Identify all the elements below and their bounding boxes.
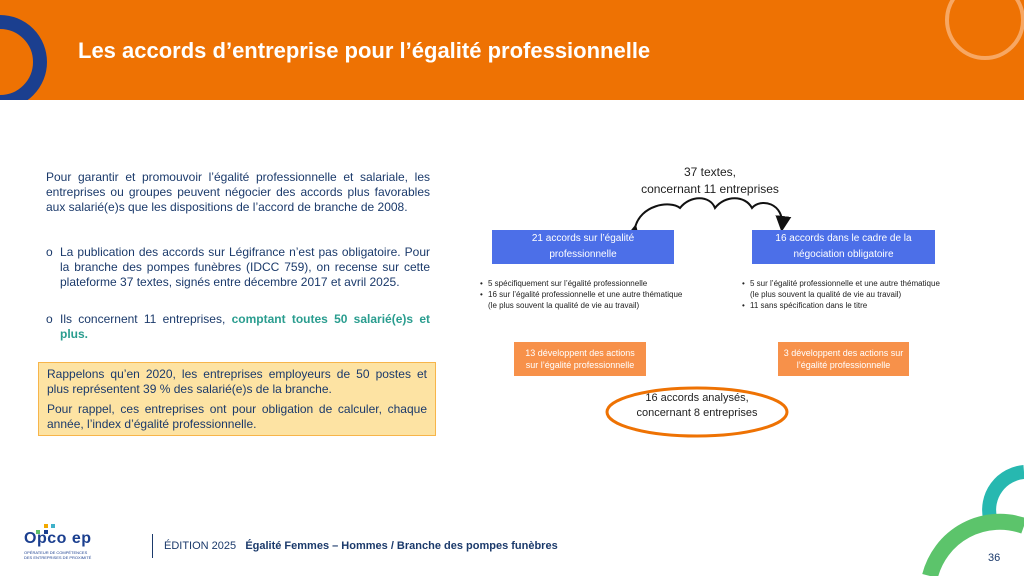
list-item: • 11 sans spécification dans le titre — [742, 300, 980, 311]
list-item: (le plus souvent la qualité de vie au travail) — [750, 290, 902, 299]
box-line-1: 16 accords dans le cadre de la — [775, 233, 912, 244]
left-arc-decoration — [0, 22, 40, 100]
note-paragraph-2: Pour rappel, ces entreprises ont pour obligation de calculer, chaque année, l’index d’égalité professionnelle. — [47, 402, 427, 431]
logo-tagline-line-1: OPÉRATEUR DE COMPÉTENCES — [24, 550, 88, 555]
bottom-caption — [612, 391, 782, 421]
green-arc — [930, 522, 1024, 576]
bullet-marker: o — [46, 312, 53, 326]
bottom-caption-line-2: concernant 8 entreprises — [636, 407, 758, 419]
right-circle-decoration — [947, 0, 1023, 58]
bullet-text-plain: Ils concernent 11 entreprises, — [60, 312, 232, 326]
footer-edition: ÉDITION 2025 — [164, 540, 237, 552]
logo-tagline-line-2: DES ENTREPRISES DE PROXIMITÉ — [24, 555, 92, 560]
bottom-right-decoration — [900, 450, 1024, 576]
bullet-legifrance — [46, 245, 430, 290]
box-accords-egalite — [492, 230, 674, 264]
bullet-entreprises — [46, 312, 430, 342]
box-line-1: 21 accords sur l’égalité — [531, 233, 635, 244]
curly-brace-arrow — [635, 198, 782, 228]
page-number: 36 — [988, 552, 1001, 564]
top-caption — [620, 164, 800, 198]
teal-arc — [989, 472, 1024, 518]
header-banner — [0, 0, 1024, 100]
intro-paragraph: Pour garantir et promouvoir l’égalité professionnelle et salariale, les entreprises ou groupes peuvent négocier des accords plus favorables aux salarié(e)s que les dispositions de l’accord de branche de 2008. — [46, 170, 430, 214]
box-line-1: 13 développent des actions — [525, 348, 635, 358]
footer-divider — [152, 534, 153, 558]
right-breakdown-list — [742, 278, 980, 311]
box-line-1: 3 développent des actions sur — [783, 348, 904, 358]
bullet-text: La publication des accords sur Légifrance n’est pas obligatoire. Pour la branche des pompes funèbres (IDCC 759), on recense sur cette plateforme 37 textes, signés entre décembre 2017 et avril 2025. — [60, 245, 430, 289]
footer-caption — [164, 540, 558, 552]
bullet-highlight: comptant toutes 50 salarié(e)s et plus. — [60, 312, 430, 341]
box-line-2: professionnelle — [549, 249, 617, 260]
note-box — [38, 362, 436, 436]
logo-text: Opco ep — [24, 530, 92, 547]
list-item: • 16 sur l’égalité professionnelle et une autre thématique — [480, 289, 730, 300]
top-caption-line-2: concernant 11 entreprises — [641, 182, 779, 196]
box-left-result — [514, 342, 646, 376]
list-item: (le plus souvent la qualité de vie au travail) — [488, 301, 640, 310]
page-title: Les accords d’entreprise pour l’égalité professionnelle — [78, 38, 651, 63]
box-accords-nao — [752, 230, 935, 264]
box-line-2: l’égalité professionnelle — [796, 360, 891, 370]
top-caption-line-1: 37 textes, — [683, 165, 737, 179]
bullet-marker: o — [46, 245, 53, 259]
note-paragraph-1: Rappelons qu’en 2020, les entreprises employeurs de 50 postes et plus représentent 39 % des salarié(e)s de la branche. — [47, 367, 427, 396]
logo-tagline — [24, 550, 91, 560]
box-right-result — [778, 342, 909, 376]
box-line-2: négociation obligatoire — [793, 249, 894, 260]
left-breakdown-list — [480, 278, 730, 311]
bottom-caption-line-1: 16 accords analysés, — [645, 392, 749, 404]
bullet-text — [60, 312, 430, 342]
footer-subtitle: Égalité Femmes – Hommes / Branche des pompes funèbres — [245, 540, 558, 552]
list-item: • 5 spécifiquement sur l’égalité professionnelle — [480, 278, 730, 289]
list-item: • 5 sur l’égalité professionnelle et une autre thématique — [742, 278, 980, 289]
box-line-2: sur l’égalité professionnelle — [525, 360, 635, 370]
opco-ep-logo — [22, 520, 132, 573]
